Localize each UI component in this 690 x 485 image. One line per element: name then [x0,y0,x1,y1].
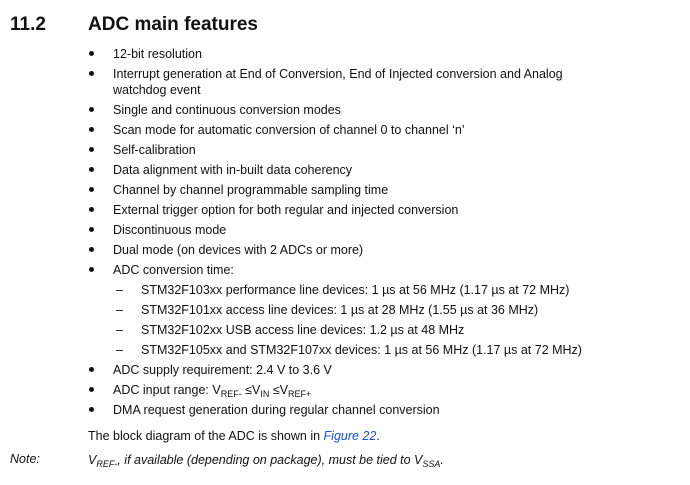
feature-list [0,46,690,422]
dash-icon: – [116,343,123,357]
sub-list-item: – STM32F103xx performance line devices: 1 µs at 56 MHz (1.17 µs at 72 MHz) [116,283,570,297]
bullet-icon [89,367,94,372]
bullet-icon [89,51,94,56]
bullet-icon [89,407,94,412]
bullet-icon [89,207,94,212]
dash-icon: – [116,303,123,317]
sub-list-item: – STM32F105xx and STM32F107xx devices: 1 µs at 56 MHz (1.17 µs at 72 MHz) [116,343,582,357]
list-item: Channel by channel programmable sampling time [0,182,690,198]
dash-icon: – [116,323,123,337]
block-diagram-paragraph: The block diagram of the ADC is shown in Figure 22. [88,429,380,443]
list-item: DMA request generation during regular channel conversion [0,402,690,418]
bullet-icon [89,227,94,232]
bullet-icon [89,167,94,172]
list-item: Discontinuous mode [0,222,690,238]
bullet-icon [89,187,94,192]
bullet-icon [89,387,94,392]
list-item: Data alignment with in-built data coherency [0,162,690,178]
note-label: Note: [10,452,40,466]
list-item: External trigger option for both regular and injected conversion [0,202,690,218]
bullet-icon [89,127,94,132]
sub-list-item: – STM32F101xx access line devices: 1 µs at 28 MHz (1.55 µs at 36 MHz) [116,303,539,317]
list-item: 12-bit resolution [0,46,690,62]
figure-link[interactable]: Figure 22 [323,429,377,443]
bullet-icon [89,147,94,152]
list-item: ADC supply requirement: 2.4 V to 3.6 V [0,362,690,378]
list-item: ADC conversion time: – STM32F103xx performance line devices: 1 µs at 56 MHz (1.17 µs at 72 MHz) – STM32F101xx access line devices: 1 µs at 28 MHz (1.55 µs at 36 MHz) – STM32F102xx USB access line devices: 1.2 µs at 48 MHz – STM32F105xx and STM32F107xx devices: 1 µs at 56 MHz (1.17 µs at 72 MHz) [0,262,690,358]
list-item: Dual mode (on devices with 2 ADCs or more) [0,242,690,258]
list-item [0,382,690,398]
section-number: 11.2 [10,14,46,35]
input-range-text: ADC input range: $V_{REF-} \le V_{IN} \le V_{REF+}$ [113,383,312,399]
list-item: Self-calibration [0,142,690,158]
dash-icon: – [116,283,123,297]
list-item: Single and continuous conversion modes [0,102,690,118]
sub-list-item: – STM32F102xx USB access line devices: 1.2 µs at 48 MHz [116,323,465,337]
bullet-icon [89,247,94,252]
bullet-icon [89,71,94,76]
list-item: Scan mode for automatic conversion of channel 0 to channel ‘n’ [0,122,690,138]
list-item: Interrupt generation at End of Conversion, End of Injected conversion and Analog watchdog event [0,66,690,98]
bullet-icon [89,107,94,112]
section-title: ADC main features [88,14,258,35]
conversion-time-list [0,282,690,358]
note-text: $V_{REF-}$, if available (depending on package), must be tied to $V_{SSA}$. [88,453,444,469]
bullet-icon [89,267,94,272]
